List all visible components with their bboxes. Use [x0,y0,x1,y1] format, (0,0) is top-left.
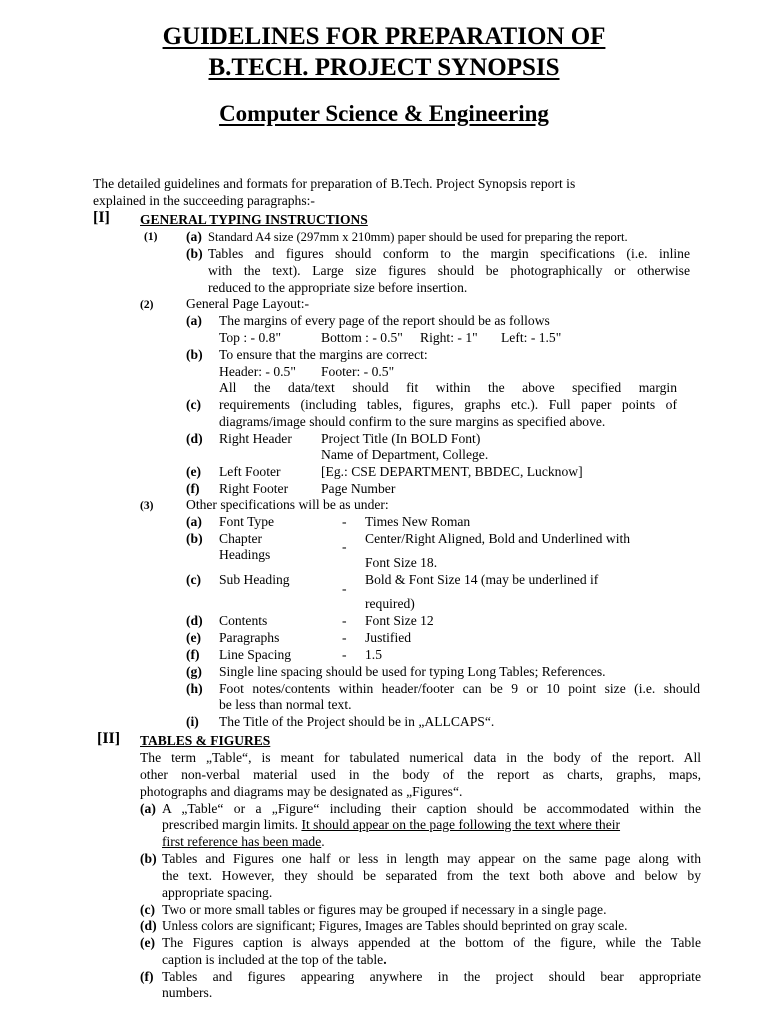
item-2e-value: [Eg.: CSE DEPARTMENT, BBDEC, Lucknow] [321,464,583,479]
spec-c-label: Sub Heading [219,572,290,587]
tf-d-letter: (d) [140,918,157,933]
spec-a-value: Times New Roman [365,514,471,529]
spec-c-dash: - [342,581,347,596]
spec-b-value: Center/Right Aligned, Bold and Underlined with [365,531,631,546]
spec-d-value: Font Size 12 [365,613,434,628]
spec-e-value: Justified [365,630,412,645]
tf-a-line-1: A „Table“ or a „Figure“ including their caption should be accommodated within the [162,801,701,816]
margin-top: Top : - 0.8" [219,330,281,345]
item-2b-letter: (b) [186,347,203,362]
item-1-number: (1) [144,231,158,243]
intro-line-1: The detailed guidelines and formats for preparation of B.Tech. Project Synopsis report is [93,176,576,191]
item-2a-letter: (a) [186,313,202,328]
tf-e-line-2-end: . [383,952,387,967]
item-2d-label: Right Header [219,431,292,446]
spec-i-letter: (i) [186,714,199,729]
section-2-para-line-2: other non-verbal material used in the body of the report as charts, graphs, maps, [140,767,701,782]
spec-f-letter: (f) [186,647,200,662]
tf-f-line-2: numbers. [162,985,213,1000]
document-title-line-1: GUIDELINES FOR PREPARATION OF [162,23,606,50]
item-2-number: (2) [140,299,154,311]
section-2-para-line-3: photographs and diagrams may be designated as „Figures“. [140,784,463,799]
tf-a-letter: (a) [140,801,156,816]
spec-e-label: Paragraphs [219,630,280,645]
tf-b-line-3: appropriate spacing. [162,885,273,900]
footer-margin: Footer: - 0.5" [321,364,395,379]
spec-c-letter: (c) [186,572,202,587]
item-3-number: (3) [140,500,154,512]
margin-left: Left: - 1.5" [501,330,562,345]
item-1b-line-3: reduced to the appropriate size before insertion. [208,280,468,295]
item-2f-value: Page Number [321,481,396,496]
section-1-number: [I] [93,209,110,226]
spec-b-letter: (b) [186,531,203,546]
tf-e-line-2 [162,952,387,969]
item-2d-value-2: Name of Department, College. [321,447,489,462]
document-title-line-2: B.TECH. PROJECT SYNOPSIS [208,54,560,81]
spec-e-dash: - [342,630,347,645]
tf-a-line-3-end: . [321,834,325,849]
spec-h-line-2: be less than normal text. [219,697,352,712]
spec-g-text: Single line spacing should be used for typing Long Tables; References. [219,664,606,679]
tf-b-letter: (b) [140,851,157,866]
tf-a-line-2-underlined: It should appear on the page following the text where their [301,817,621,832]
tf-e-letter: (e) [140,935,156,950]
spec-f-dash: - [342,647,347,662]
item-1a-letter: (a) [186,229,202,244]
spec-b-label-2: Headings [219,547,271,562]
spec-a-letter: (a) [186,514,202,529]
spec-b-dash: - [342,539,347,554]
item-2c-letter: (c) [186,397,202,412]
item-2c-line-3: diagrams/image should confirm to the sure margins as specified above. [219,414,606,429]
tf-c-text: Two or more small tables or figures may be grouped if necessary in a single page. [162,902,607,917]
spec-c-value-2: required) [365,596,415,611]
intro-line-2: explained in the succeeding paragraphs:- [93,193,315,208]
spec-a-dash: - [342,514,347,529]
spec-a-label: Font Type [219,514,275,529]
spec-e-letter: (e) [186,630,202,645]
tf-b-line-1: Tables and Figures one half or less in length may appear on the same page along with [162,851,701,866]
item-2b-line-1: To ensure that the margins are correct: [219,347,428,362]
tf-f-line-1: Tables and figures appearing anywhere in the project should bear appropriate [162,969,701,984]
tf-a-line-2 [162,817,620,834]
tf-a-line-3-underlined: first reference has been made [162,834,322,849]
section-2-para-line-1: The term „Table“, is meant for tabulated numerical data in the body of the report. All [140,750,701,765]
tf-d-text: Unless colors are significant; Figures, Images are Tables should beprinted on gray scale. [162,918,628,933]
tf-e-line-1: The Figures caption is always appended at the bottom of the figure, while the Table [162,935,701,950]
spec-b-label: Chapter [219,531,263,546]
margin-bottom: Bottom : - 0.5" [321,330,403,345]
spec-d-label: Contents [219,613,268,628]
spec-h-line-1: Foot notes/contents within header/footer can be 9 or 10 point size (i.e. should [219,681,700,696]
tf-b-line-2: the text. However, they should be separated from the text both above and below by [162,868,701,883]
item-2e-letter: (e) [186,464,202,479]
item-2f-letter: (f) [186,481,200,496]
item-1a-text: Standard A4 size (297mm x 210mm) paper should be used for preparing the report. [208,230,628,244]
tf-f-letter: (f) [140,969,154,984]
item-1b-line-2: with the text). Large size figures should be photographically or otherwise [208,263,690,278]
spec-f-value: 1.5 [365,647,382,662]
section-2-number: [II] [97,730,121,747]
section-1-heading: GENERAL TYPING INSTRUCTIONS [140,212,368,227]
item-2e-label: Left Footer [219,464,281,479]
header-margin: Header: - 0.5" [219,364,296,379]
section-2-heading: TABLES & FIGURES [140,733,271,748]
spec-d-letter: (d) [186,613,203,628]
item-1b-letter: (b) [186,246,203,261]
item-3-text: Other specifications will be as under: [186,497,389,512]
item-2d-letter: (d) [186,431,203,446]
item-2c-line-2: requirements (including tables, figures, graphs etc.). Full paper points of [219,397,677,412]
spec-b-value-2: Font Size 18. [365,555,438,570]
margin-right: Right: - 1" [420,330,478,345]
document-subtitle: Computer Science & Engineering [219,101,549,126]
spec-f-label: Line Spacing [219,647,292,662]
item-2d-value-1: Project Title (In BOLD Font) [321,431,481,446]
tf-e-line-2-text: caption is included at the top of the table [162,952,384,967]
item-2f-label: Right Footer [219,481,289,496]
item-2c-line-1: All the data/text should fit within the above specified margin [219,380,677,395]
spec-c-value: Bold & Font Size 14 (may be underlined if [365,572,599,587]
item-1b-line-1: Tables and figures should conform to the margin specifications (i.e. inline [208,246,690,261]
spec-d-dash: - [342,613,347,628]
item-2a-line-1: The margins of every page of the report should be as follows [219,313,550,328]
tf-a-line-3 [162,834,325,851]
spec-g-letter: (g) [186,664,202,679]
spec-i-text: The Title of the Project should be in „ALLCAPS“. [219,714,495,729]
item-2-text: General Page Layout:- [186,296,310,311]
tf-c-letter: (c) [140,902,156,917]
tf-a-line-2-plain: prescribed margin limits. [162,817,302,832]
spec-h-letter: (h) [186,681,203,696]
